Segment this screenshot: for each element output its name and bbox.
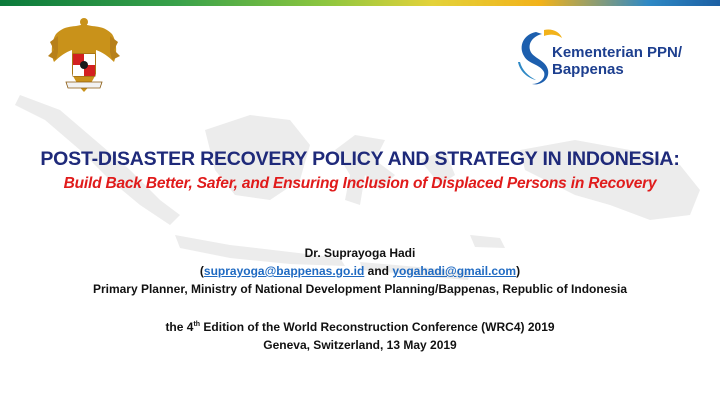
- event-name: [0, 316, 720, 336]
- bappenas-logo-text: [552, 44, 712, 78]
- event-location-date: Geneva, Switzerland, 13 May 2019: [263, 338, 457, 352]
- author-name: Dr. Suprayoga Hadi: [304, 246, 416, 260]
- contact-close-paren: ): [516, 264, 521, 278]
- email-link-1[interactable]: suprayoga@bappenas.go.id: [203, 264, 365, 278]
- slide-subtitle: Build Back Better, Safer, and Ensuring Inclusion of Displaced Persons in Recovery: [63, 175, 657, 192]
- event-ordinal: th: [193, 321, 201, 328]
- spacer: [0, 298, 720, 316]
- logo-line-1: Kementerian PPN/: [552, 44, 683, 61]
- garuda-pancasila-emblem: [44, 16, 124, 98]
- event-suffix: Edition of the World Reconstruction Conference (WRC4) 2019: [200, 320, 555, 334]
- contact-line: [0, 262, 720, 280]
- contact-and: and: [364, 264, 393, 278]
- slide-title: POST-DISASTER RECOVERY POLICY AND STRATEGY IN INDONESIA:: [40, 148, 680, 170]
- contact-open-paren: (: [199, 264, 204, 278]
- logo-line-2: Bappenas: [552, 61, 624, 78]
- event-prefix: the 4: [165, 320, 194, 334]
- author-position: Primary Planner, Ministry of National Development Planning/Bappenas, Republic of Indonesia: [92, 282, 628, 296]
- email-link-2[interactable]: yogahadi@gmail.com: [392, 264, 517, 278]
- presenter-info: [0, 244, 720, 354]
